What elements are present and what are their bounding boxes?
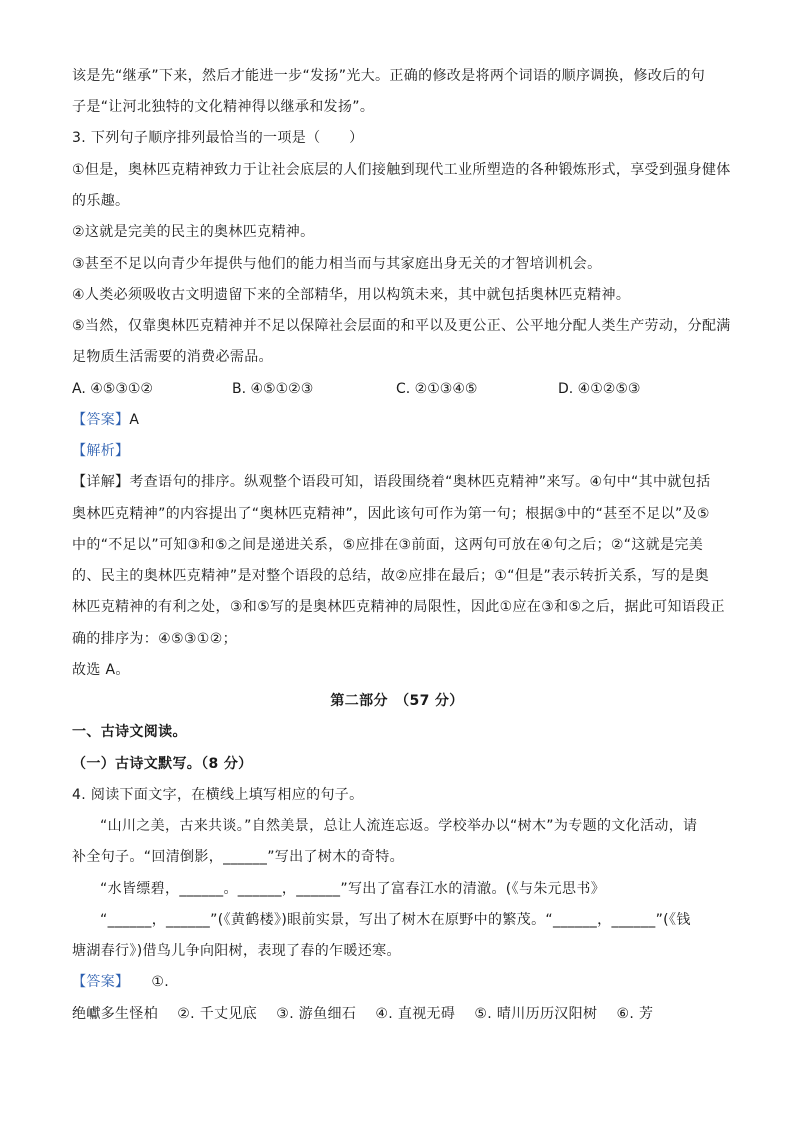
text-line: 子是“让河北独特的文化精神得以继承和发扬”。 (72, 99, 375, 115)
detail-tag: 【详解】 (72, 474, 130, 490)
sentence-5-cont: 足物质生活需要的消费必需品。 (72, 349, 273, 365)
detail-line: 奥林匹克精神”的内容提出了“奥林匹克精神”，因此该句可作为第一句；根据③中的“甚至不足以”及⑤ (72, 506, 710, 522)
option-b: B. ④⑤①②③ (232, 381, 314, 397)
question-stem: 4. 阅读下面文字，在横线上填写相应的句子。 (72, 787, 364, 803)
answer-tag: 【答案】 (72, 974, 130, 990)
sentence-2: ②这就是完美的民主的奥林匹克精神。 (72, 224, 315, 240)
sentence-1: ①但是，奥林匹克精神致力于让社会底层的人们接触到现代工业所塑造的各种锻炼形式，享受到强身健体 (72, 162, 731, 178)
sentence-3: ③甚至不足以向青少年提供与他们的能力相当而与其家庭出身无关的才智培训机会。 (72, 256, 602, 272)
subsection-heading: （一）古诗文默写。（8 分） (72, 756, 253, 772)
analysis-row (72, 441, 129, 461)
sentence-4: ④人类必须吸收古文明遗留下来的全部精华，用以构筑未来，其中就包括奥林匹克精神。 (72, 287, 631, 303)
option-d: D. ④①②⑤③ (558, 381, 641, 397)
answer-row (72, 410, 139, 430)
detail-row (72, 472, 710, 492)
part-title: 第二部分 （57 分） (330, 693, 464, 709)
detail-line: 确的排序为：④⑤③①②； (72, 631, 237, 647)
conclusion: 故选 A。 (72, 662, 130, 678)
answer-list: 绝巘多生怪柏 ②. 千丈见底 ③. 游鱼细石 ④. 直视无碍 ⑤. 晴川历历汉阳树 ⑥. 芳 (72, 1006, 654, 1022)
passage-line: “山川之美，古来共谈。”自然美景，总让人流连忘返。学校举办以“树木”为专题的文化活动，请 (100, 818, 698, 834)
passage-line: “水皆缥碧，______。______，______”写出了富春江水的清澈。(《与朱元思书》 (100, 881, 606, 897)
detail-line: 的、民主的奥林匹克精神”是对整个语段的总结，故②应排在最后；①“但是”表示转折关系，写的是奥 (72, 568, 709, 584)
option-a: A. ④⑤③①② (72, 381, 153, 397)
passage-line: 补全句子。“回清倒影，______”写出了树木的奇特。 (72, 849, 404, 865)
answer-tag: 【答案】 (72, 412, 130, 428)
passage-line: “______，______”(《黄鹤楼》)眼前实景，写出了树木在原野中的繁茂。“______，______”(《钱 (100, 912, 691, 928)
answer-row (72, 972, 169, 992)
detail-line: 中的“不足以”可知③和⑤之间是递进关系，⑤应排在③前面，这两句可放在④句之后；②“这就是完美 (72, 537, 704, 553)
text-line: 该是先“继承”下来，然后才能进一步“发扬”光大。正确的修改是将两个词语的顺序调换，修改后的句 (72, 68, 706, 84)
analysis-tag: 【解析】 (72, 443, 130, 459)
section-heading: 一、古诗文阅读。 (72, 724, 187, 740)
detail-line: 林匹克精神的有利之处，③和⑤写的是奥林匹克精神的局限性，因此①应在③和⑤之后，据此可知语段正 (72, 599, 725, 615)
sentence-5: ⑤当然，仅靠奥林匹克精神并不足以保障社会层面的和平以及更公正、公平地分配人类生产劳动，分配满 (72, 318, 731, 334)
answer-value: A (129, 412, 140, 428)
detail-text: 考查语句的排序。纵观整个语段可知，语段围绕着“奥林匹克精神”来写。④句中“其中就包括 (129, 474, 711, 490)
option-c: C. ②①③④⑤ (396, 381, 478, 397)
question-stem: 3. 下列句子顺序排列最恰当的一项是（ ） (72, 130, 364, 146)
passage-line: 塘湖春行》)借鸟儿争向阳树，表现了春的乍暖还寒。 (72, 943, 401, 959)
answer-start: ①. (151, 974, 170, 990)
sentence-1-cont: 的乐趣。 (72, 193, 130, 209)
